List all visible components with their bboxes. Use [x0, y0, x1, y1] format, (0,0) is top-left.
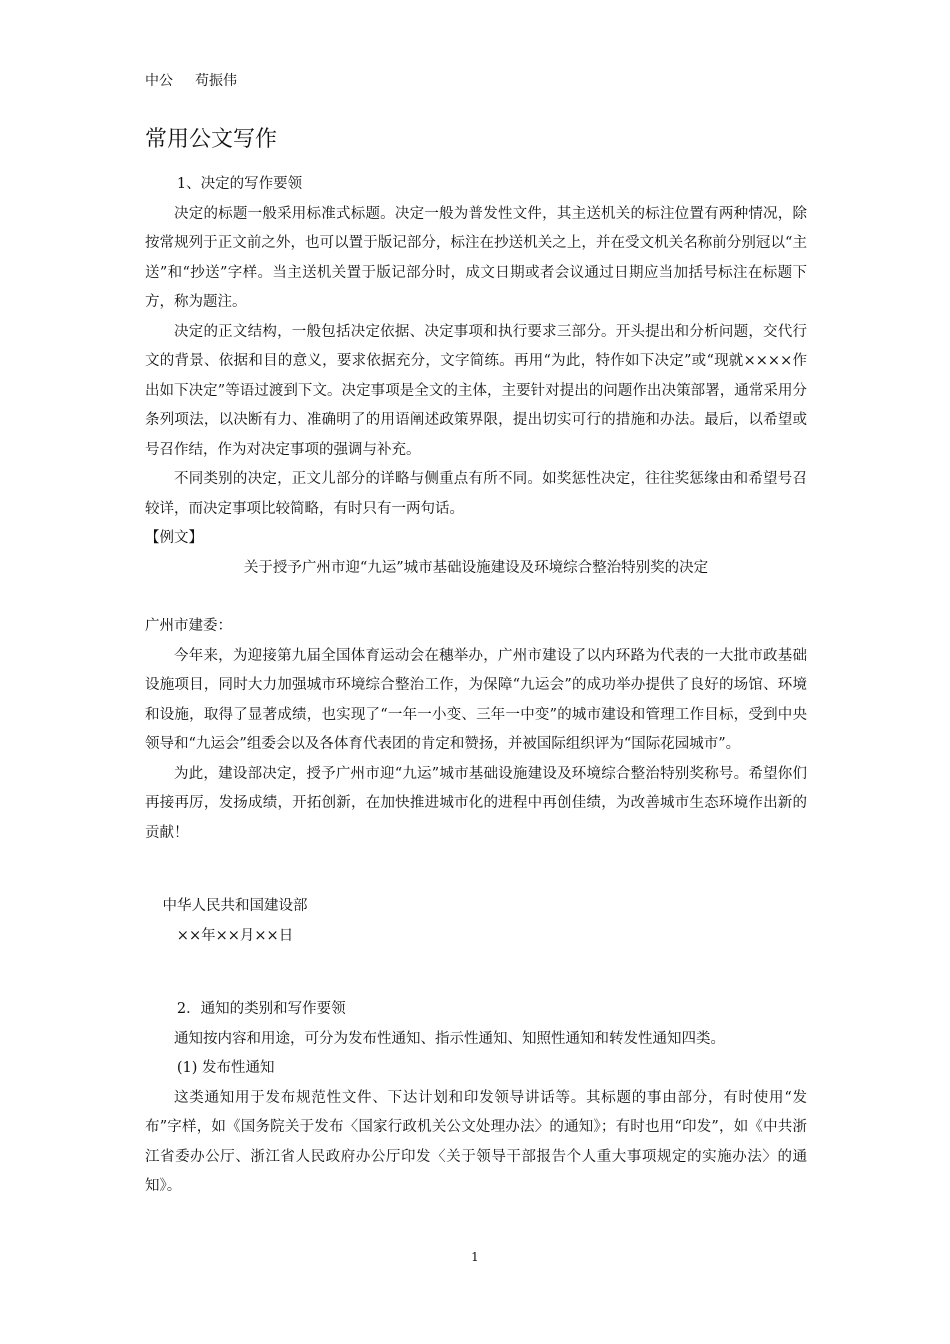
section1-heading: 1、决定的写作要领	[176, 176, 303, 192]
example-date: ××年××月××日	[176, 927, 294, 944]
document-body	[145, 170, 807, 1202]
page-title: 常用公文写作	[145, 127, 278, 152]
example-paragraph-1: 今年来，为迎接第九届全国体育运动会在穗举办，广州市建设了以内环路为代表的一大批市政基础设施项目，同时大力加强城市环境综合整治工作，为保障“九运会”的成功举办提供了良好的场馆、环境和设施，取得了显著成绩，也实现了“一年一小变、三年一中变”的城市建设和管理工作目标，受到中央领导和“九运会”组委会以及各体育代表团的肯定和赞扬，并被国际组织评为“国际花园城市”。	[145, 647, 807, 752]
header-org: 中公	[145, 73, 173, 89]
example-signature: 中华人民共和国建设部	[162, 898, 308, 914]
page-header	[145, 70, 237, 90]
section2-intro: 通知按内容和用途，可分为发布性通知、指示性通知、知照性通知和转发性通知四类。	[174, 1030, 725, 1047]
section2-sub-heading: (1) 发布性通知	[176, 1060, 275, 1076]
section1-paragraph-2: 决定的正文结构，一般包括决定依据、决定事项和执行要求三部分。开头提出和分析问题，交代行文的背景、依据和目的意义，要求依据充分，文字简练。再用“为此，特作如下决定”或“现就××××作出如下决定”等语过渡到下文。决定事项是全文的主体，主要针对提出的问题作出决策部署，通常采用分条列项法，以决断有力、准确明了的用语阐述政策界限，提出切实可行的措施和办法。最后，以希望或号召作结，作为对决定事项的强调与补充。	[145, 323, 807, 458]
example-label: 【例文】	[145, 530, 203, 546]
section1-paragraph-1: 决定的标题一般采用标准式标题。决定一般为普发性文件，其主送机关的标注位置有两种情况，除按常规列于正文前之外，也可以置于版记部分，标注在抄送机关之上，并在受文机关名称前分别冠以“主送”和“抄送”字样。当主送机关置于版记部分时，成文日期或者会议通过日期应当加括号标注在标题下方，称为题注。	[145, 205, 807, 310]
section2-paragraph: 这类通知用于发布规范性文件、下达计划和印发领导讲话等。其标题的事由部分，有时使用“发布”字样，如《国务院关于发布〈国家行政机关公文处理办法〉的通知》；有时也用“印发”，如《中共浙江省委办公厅、浙江省人民政府办公厅印发〈关于领导干部报告个人重大事项规定的实施办法〉的通知》。	[145, 1089, 807, 1194]
example-paragraph-2: 为此，建设部决定，授予广州市迎“九运”城市基础设施建设及环境综合整治特别奖称号。希望你们再接再厉，发扬成绩，开拓创新，在加快推进城市化的进程中再创佳绩，为改善城市生态环境作出新的贡献！	[145, 765, 807, 841]
section1-paragraph-3: 不同类别的决定，正文儿部分的详略与侧重点有所不同。如奖惩性决定，往往奖惩缘由和希望号召较详，而决定事项比较简略，有时只有一两句话。	[145, 471, 807, 517]
header-author: 苟振伟	[195, 73, 237, 89]
page-number: 1	[471, 1250, 479, 1264]
example-recipient: 广州市建委：	[145, 618, 232, 634]
example-doc-title: 关于授予广州市迎“九运”城市基础设施建设及环境综合整治特别奖的决定	[243, 559, 709, 576]
section2-heading: 2．通知的类别和写作要领	[176, 1001, 346, 1017]
